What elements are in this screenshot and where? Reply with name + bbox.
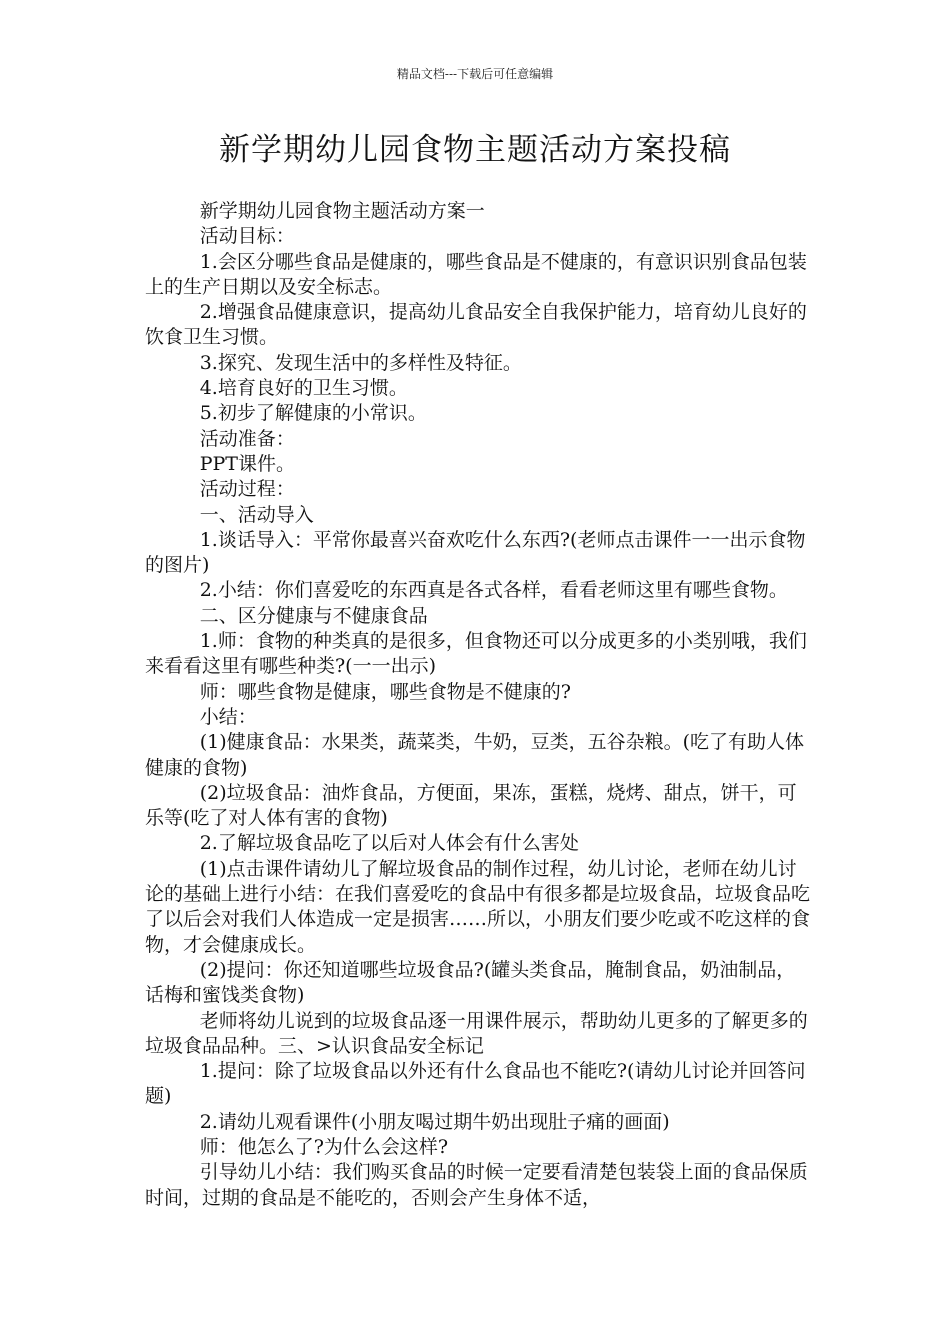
paragraph: (2)提问：你还知道哪些垃圾食品?(罐头类食品，腌制食品，奶油制品，话梅和蜜饯类食物) <box>145 958 796 1007</box>
paragraph: 1.谈话导入：平常你最喜兴奋欢吃什么东西?(老师点击课件一一出示食物的图片) <box>145 528 806 577</box>
paragraph: 小结： <box>199 705 257 728</box>
paragraph: 老师将幼儿说到的垃圾食品逐一用课件展示，帮助幼儿更多的了解更多的垃圾食品品种。三、>认识食品安全标记 <box>145 1009 808 1057</box>
paragraph: 2.增强食品健康意识，提高幼儿食品安全自我保护能力，培育幼儿良好的饮食卫生习惯。 <box>145 301 807 349</box>
paragraph: PPT课件。 <box>199 452 295 475</box>
paragraph: 1.会区分哪些食品是健康的，哪些食品是不健康的，有意识识别食品包装上的生产日期以及安全标志。 <box>145 250 807 298</box>
paragraph: 3.探究、发现生活中的多样性及特征。 <box>199 351 522 374</box>
page-title: 新学期幼儿园食物主题活动方案投稿 <box>219 132 731 168</box>
document-body <box>145 199 810 1211</box>
paragraph: (1)健康食品：水果类，蔬菜类，牛奶，豆类，五谷杂粮。(吃了有助人体健康的食物) <box>145 731 805 779</box>
paragraph: (1)点击课件请幼儿了解垃圾食品的制作过程，幼儿讨论，老师在幼儿讨论的基础上进行小结：在我们喜爱吃的食品中有很多都是垃圾食品，垃圾食品吃了以后会对我们人体造成一定是损害……所以，小朋友们要少吃或不吃这样的食物，才会健康成长。 <box>145 857 811 956</box>
paragraph: 1.提问：除了垃圾食品以外还有什么食品也不能吃?(请幼儿讨论并回答问题) <box>145 1060 806 1108</box>
paragraph: 师：他怎么了?为什么会这样? <box>199 1135 449 1158</box>
paragraph: 新学期幼儿园食物主题活动方案一 <box>199 200 485 222</box>
paragraph: 引导幼儿小结：我们购买食品的时候一定要看清楚包装袋上面的食品保质时间，过期的食品是不能吃的，否则会产生身体不适， <box>145 1161 808 1209</box>
paragraph: 活动目标： <box>199 225 295 248</box>
paragraph: 二、区分健康与不健康食品 <box>199 604 428 627</box>
paragraph: 5.初步了解健康的小常识。 <box>199 402 427 425</box>
paragraph: 活动准备： <box>199 427 295 450</box>
paragraph: 师：哪些食物是健康，哪些食物是不健康的? <box>199 680 571 703</box>
header-note: 精品文档---下载后可任意编辑 <box>396 67 554 81</box>
paragraph: 2.了解垃圾食品吃了以后对人体会有什么害处 <box>199 832 579 855</box>
paragraph: 一、活动导入 <box>199 503 314 526</box>
paragraph: (2)垃圾食品：油炸食品，方便面，果冻，蛋糕，烧烤、甜点，饼干，可乐等(吃了对人体有害的食物) <box>145 781 797 830</box>
paragraph: 4.培育良好的卫生习惯。 <box>199 377 408 400</box>
paragraph: 1.师：食物的种类真的是很多，但食物还可以分成更多的小类别哦，我们来看看这里有哪些种类?(一一出示) <box>145 630 807 678</box>
paragraph: 2.小结：你们喜爱吃的东西真是各式各样，看看老师这里有哪些食物。 <box>199 579 788 602</box>
paragraph: 2.请幼儿观看课件(小朋友喝过期牛奶出现肚子痛的画面) <box>199 1110 670 1133</box>
paragraph: 活动过程： <box>199 478 295 501</box>
